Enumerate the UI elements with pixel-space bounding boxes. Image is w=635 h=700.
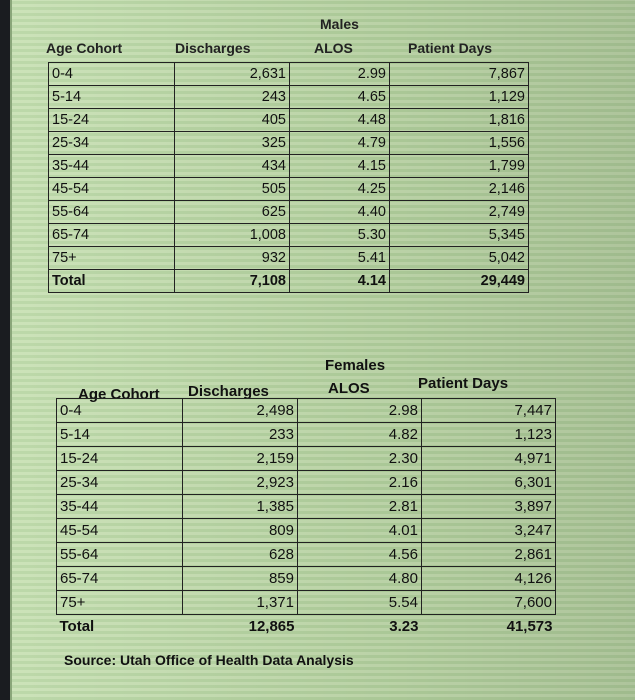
discharges-cell: 405: [175, 109, 290, 132]
table-row: [57, 519, 556, 543]
table-total-row: [57, 615, 556, 639]
document-page: [10, 0, 635, 700]
age-cohort-cell: 25-34: [57, 471, 183, 495]
alos-cell: 5.41: [290, 247, 390, 270]
patient-days-cell: 1,799: [390, 155, 529, 178]
age-cohort-cell: 55-64: [49, 201, 175, 224]
table-row: [49, 178, 529, 201]
age-cohort-cell: 75+: [49, 247, 175, 270]
alos-cell: 5.30: [290, 224, 390, 247]
patient-days-cell: 4,971: [422, 447, 556, 471]
females-title: Females: [325, 357, 386, 374]
age-cohort-cell: 65-74: [57, 567, 183, 591]
alos-cell: 4.79: [290, 132, 390, 155]
discharges-cell: 7,108: [175, 270, 290, 293]
discharges-cell: 1,385: [183, 495, 298, 519]
discharges-cell: 1,008: [175, 224, 290, 247]
discharges-cell: 233: [183, 423, 298, 447]
discharges-cell: 243: [175, 86, 290, 109]
discharges-cell: 2,923: [183, 471, 298, 495]
alos-cell: 4.56: [298, 543, 422, 567]
patient-days-cell: 7,447: [422, 399, 556, 423]
discharges-cell: 859: [183, 567, 298, 591]
patient-days-cell: 7,867: [390, 63, 529, 86]
age-cohort-cell: 65-74: [49, 224, 175, 247]
males-table: [48, 62, 529, 293]
age-cohort-cell: 35-44: [49, 155, 175, 178]
age-cohort-cell: 75+: [57, 591, 183, 615]
males-header-age-cohort: Age Cohort: [46, 40, 123, 56]
patient-days-cell: 3,897: [422, 495, 556, 519]
discharges-cell: 2,159: [183, 447, 298, 471]
patient-days-cell: 2,749: [390, 201, 529, 224]
age-cohort-cell: 15-24: [49, 109, 175, 132]
table-row: [49, 247, 529, 270]
discharges-cell: 628: [183, 543, 298, 567]
age-cohort-cell: Total: [59, 618, 95, 635]
table-row: [57, 423, 556, 447]
patient-days-cell: 4,126: [422, 567, 556, 591]
females-header-discharges: Discharges: [188, 383, 269, 400]
patient-days-cell: 29,449: [390, 270, 529, 293]
source-note: Source: Utah Office of Health Data Analysis: [64, 652, 354, 668]
females-table: [56, 398, 556, 638]
age-cohort-cell: Total: [49, 270, 175, 293]
discharges-cell: 809: [183, 519, 298, 543]
alos-cell: 2.16: [298, 471, 422, 495]
alos-cell: 2.30: [298, 447, 422, 471]
age-cohort-cell: 5-14: [49, 86, 175, 109]
patient-days-cell: 1,556: [390, 132, 529, 155]
age-cohort-cell: 0-4: [49, 63, 175, 86]
table-row: [57, 543, 556, 567]
table-row: [57, 471, 556, 495]
patient-days-cell: 1,129: [390, 86, 529, 109]
patient-days-cell: 1,816: [390, 109, 529, 132]
discharges-cell: 1,371: [183, 591, 298, 615]
discharges-cell: 12,865: [248, 618, 295, 635]
alos-cell: 4.82: [298, 423, 422, 447]
table-row: [49, 63, 529, 86]
alos-cell: 4.48: [290, 109, 390, 132]
patient-days-cell: 3,247: [422, 519, 556, 543]
table-row: [49, 155, 529, 178]
table-row: [49, 201, 529, 224]
alos-cell: 4.40: [290, 201, 390, 224]
females-header-age-cohort: Age Cohort: [78, 386, 160, 403]
patient-days-cell: 1,123: [422, 423, 556, 447]
alos-cell: 4.15: [290, 155, 390, 178]
males-header-discharges: Discharges: [175, 40, 251, 56]
alos-cell: 4.14: [290, 270, 390, 293]
table-row: [57, 567, 556, 591]
age-cohort-cell: 0-4: [57, 399, 183, 423]
age-cohort-cell: 45-54: [49, 178, 175, 201]
discharges-cell: 2,498: [183, 399, 298, 423]
alos-cell: 2.81: [298, 495, 422, 519]
patient-days-cell: 2,146: [390, 178, 529, 201]
table-row: [49, 86, 529, 109]
alos-cell: 5.54: [298, 591, 422, 615]
males-header-patient-days: Patient Days: [408, 40, 493, 56]
age-cohort-cell: 5-14: [57, 423, 183, 447]
age-cohort-cell: 35-44: [57, 495, 183, 519]
alos-cell: 2.99: [290, 63, 390, 86]
discharges-cell: 325: [175, 132, 290, 155]
table-row: [49, 132, 529, 155]
discharges-cell: 2,631: [175, 63, 290, 86]
discharges-cell: 932: [175, 247, 290, 270]
patient-days-cell: 5,042: [390, 247, 529, 270]
table-row: [49, 224, 529, 247]
table-row: [49, 109, 529, 132]
males-title: Males: [320, 16, 359, 32]
alos-cell: 4.80: [298, 567, 422, 591]
table-total-row: [49, 270, 529, 293]
table-row: [57, 447, 556, 471]
alos-cell: 4.65: [290, 86, 390, 109]
alos-cell: 2.98: [298, 399, 422, 423]
patient-days-cell: 7,600: [422, 591, 556, 615]
alos-cell: 4.01: [298, 519, 422, 543]
females-header-alos: ALOS: [328, 380, 370, 397]
discharges-cell: 505: [175, 178, 290, 201]
patient-days-cell: 5,345: [390, 224, 529, 247]
age-cohort-cell: 15-24: [57, 447, 183, 471]
patient-days-cell: 41,573: [506, 618, 553, 635]
patient-days-cell: 2,861: [422, 543, 556, 567]
discharges-cell: 434: [175, 155, 290, 178]
females-header-patient-days: Patient Days: [418, 375, 509, 392]
patient-days-cell: 6,301: [422, 471, 556, 495]
discharges-cell: 625: [175, 201, 290, 224]
alos-cell: 3.23: [389, 618, 419, 635]
males-header-alos: ALOS: [314, 40, 353, 56]
age-cohort-cell: 55-64: [57, 543, 183, 567]
table-row: [57, 495, 556, 519]
table-row: [57, 591, 556, 615]
age-cohort-cell: 25-34: [49, 132, 175, 155]
age-cohort-cell: 45-54: [57, 519, 183, 543]
table-row: [57, 399, 556, 423]
alos-cell: 4.25: [290, 178, 390, 201]
